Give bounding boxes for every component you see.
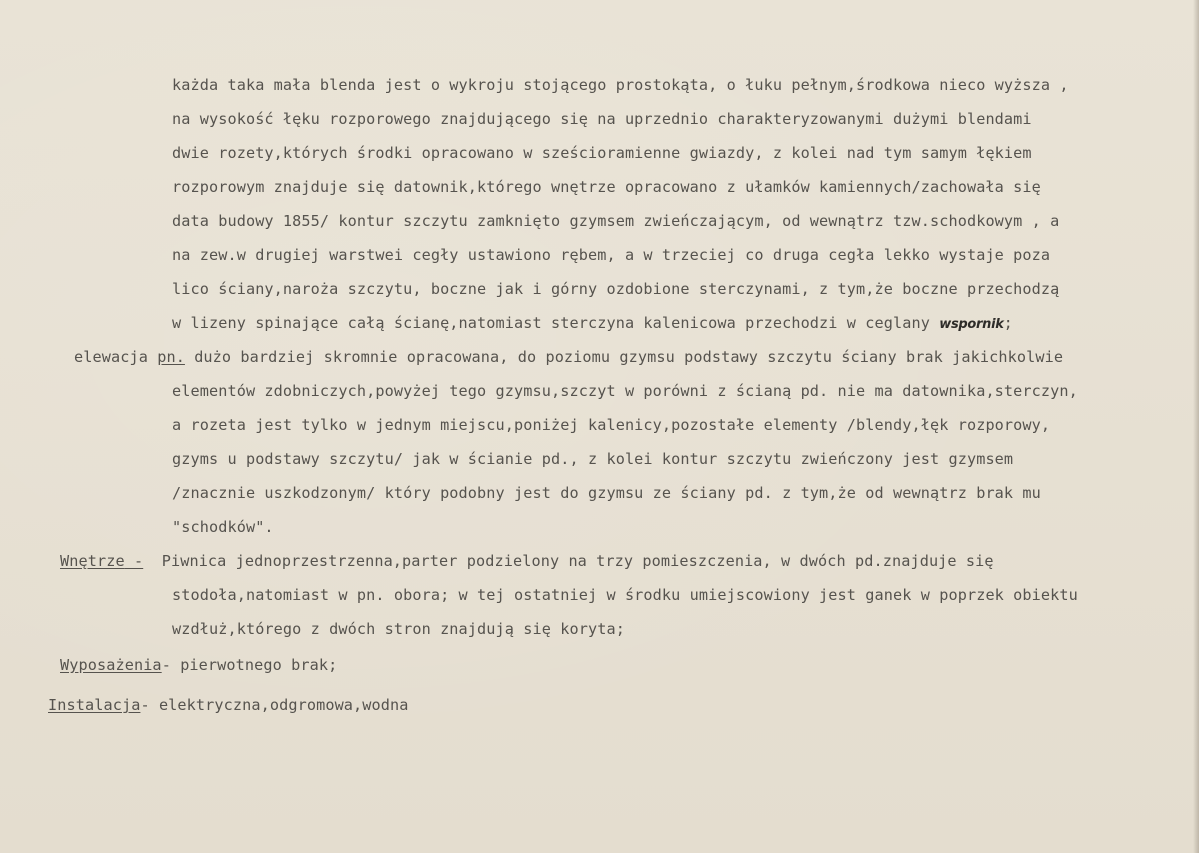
section-label-elewacja	[74, 348, 1063, 366]
text-line-2: na wysokość łęku rozporowego znajdującego się na uprzednio charakteryzowanymi dużymi blendami	[172, 110, 1032, 128]
label-wyposazenia: Wyposażenia	[60, 656, 162, 674]
text-line-5: data budowy 1855/ kontur szczytu zamknięto gzymsem zwieńczającym, od wewnątrz tzw.schodkowym , a	[172, 212, 1060, 230]
section-instalacja	[48, 696, 409, 714]
label-pn: pn.	[157, 348, 185, 366]
text-line-3: dwie rozety,których środki opracowano w sześcioramienne gwiazdy, z kolei nad tym samym łękiem	[172, 144, 1032, 162]
label-wnetrze-text: Wnętrze	[60, 552, 125, 570]
text-line-18: pierwotnego brak;	[180, 656, 338, 674]
text-line-10: elementów zdobniczych,powyżej tego gzymsu,szczyt w porówni z ścianą pd. nie ma datownika,sterczyn,	[172, 382, 1078, 400]
text-line-19: elektryczna,odgromowa,wodna	[158, 696, 409, 714]
label-elewacja: elewacja	[74, 348, 148, 366]
section-wyposazenia	[60, 656, 337, 674]
page-edge-shadow	[1193, 0, 1199, 853]
label-wnetrze-dash: -	[124, 552, 144, 570]
text-line-12: gzyms u podstawy szczytu/ jak w ścianie pd., z kolei kontur szczytu zwieńczony jest gzymsem	[172, 450, 1014, 468]
label-instalacja: Instalacja	[48, 696, 141, 714]
handwritten-insert: wspornik	[939, 317, 1004, 332]
text-line-7: lico ściany,naroża szczytu, boczne jak i górny ozdobione sterczynami, z tym,że boczne przechodzą	[172, 280, 1060, 298]
text-line-15: Piwnica jednoprzestrzenna,parter podzielony na trzy pomieszczenia, w dwóch pd.znajduje się	[161, 552, 994, 570]
label-wyposazenia-dash: -	[161, 656, 181, 674]
text-line-11: a rozeta jest tylko w jednym miejscu,poniżej kalenicy,pozostałe elementy /blendy,łęk rozporowy,	[172, 416, 1051, 434]
text-line-1: każda taka mała blenda jest o wykroju stojącego prostokąta, o łuku pełnym,środkowa nieco wyższa ,	[172, 76, 1069, 94]
text-line-9: dużo bardziej skromnie opracowana, do poziomu gzymsu podstawy szczytu ściany brak jakichkolwie	[194, 348, 1064, 366]
text-line-8-typed: w lizeny spinające całą ścianę,natomiast sterczyna kalenicowa przechodzi w ceglany	[172, 314, 930, 332]
label-wnetrze	[60, 552, 143, 570]
text-line-6: na zew.w drugiej warstwei cegły ustawiono rębem, a w trzeciej co druga cegła lekko wystaje poza	[172, 246, 1051, 264]
text-line-8-end: ;	[1003, 314, 1013, 332]
text-line-14: "schodków".	[172, 518, 274, 536]
text-line-16: stodoła,natomiast w pn. obora; w tej ostatniej w środku umiejscowiony jest ganek w poprzek obiektu	[172, 586, 1078, 604]
text-line-13: /znacznie uszkodzonym/ który podobny jest do gzymsu ze ściany pd. z tym,że od wewnątrz brak mu	[172, 484, 1041, 502]
section-wnetrze	[60, 552, 994, 570]
text-line-8	[172, 314, 1013, 334]
label-instalacja-dash: -	[140, 696, 159, 714]
text-line-17: wzdłuż,którego z dwóch stron znajdują się koryta;	[172, 620, 625, 638]
text-line-4: rozporowym znajduje się datownik,którego wnętrze opracowano z ułamków kamiennych/zachowała się	[172, 178, 1041, 196]
